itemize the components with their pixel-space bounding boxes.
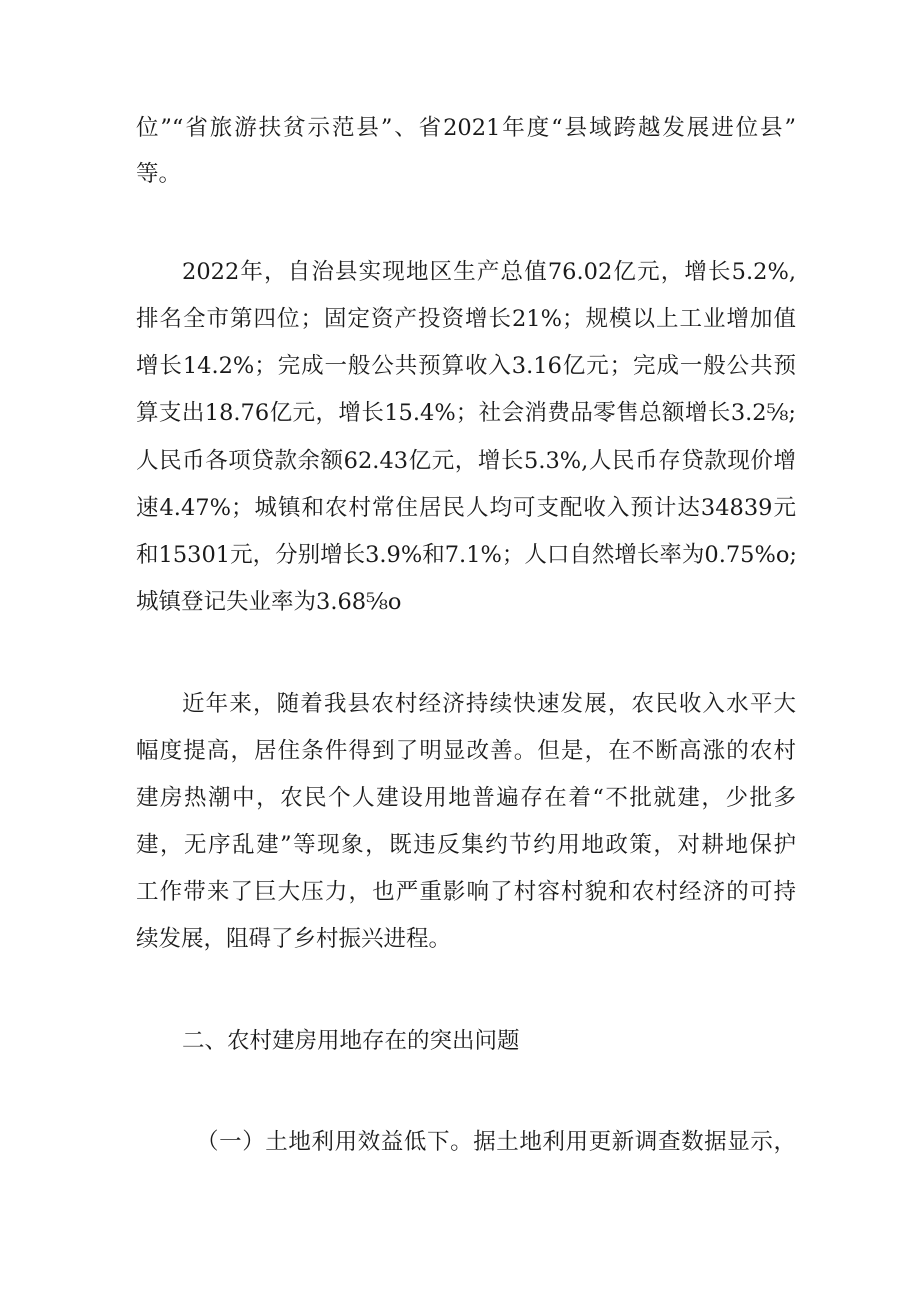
- text-line: 排名全市第四位；固定资产投资增长21%；规模以上工业增加值: [136, 306, 796, 332]
- subsection-line: （一）土地利用效益低下。据土地利用更新调查数据显示，: [196, 1129, 796, 1155]
- text-line: 增长14.2%；完成一般公共预算收入3.16亿元；完成一般公共预: [136, 353, 796, 379]
- text-line: 2022年，自治县实现地区生产总值76.02亿元，增长5.2%,: [182, 259, 796, 285]
- text-line: 速4.47%；城镇和农村常住居民人均可支配收入预计达34839元: [136, 495, 796, 521]
- text-line: 位”“省旅游扶贫示范县”、省2021年度“县域跨越发展进位县”: [136, 115, 796, 141]
- section-heading: 二、农村建房用地存在的突出问题: [182, 1028, 520, 1054]
- text-line: 近年来，随着我县农村经济持续快速发展，农民收入水平大: [182, 691, 796, 717]
- text-line: 人民币各项贷款余额62.43亿元，增长5.3%,人民币存贷款现价增: [136, 448, 796, 474]
- text-line: 和15301元，分别增长3.9%和7.1%；人口自然增长率为0.75%o;: [136, 542, 798, 568]
- text-line: 等。: [136, 161, 182, 187]
- text-line: 建，无序乱建”等现象，既违反集约节约用地政策，对耕地保护: [136, 832, 796, 858]
- text-line: 幅度提高，居住条件得到了明显改善。但是，在不断高涨的农村: [136, 738, 796, 764]
- text-line: 工作带来了巨大压力，也严重影响了村容村貌和农村经济的可持: [136, 879, 796, 905]
- text-line: 续发展，阻碍了乡村振兴进程。: [136, 926, 452, 952]
- text-line: 城镇登记失业率为3.68⅝o: [136, 589, 402, 615]
- text-line: 算支出18.76亿元，增长15.4%；社会消费品零售总额增长3.2⅝;: [136, 400, 796, 426]
- text-line: 建房热潮中，农民个人建设用地普遍存在着“不批就建，少批多: [136, 785, 796, 811]
